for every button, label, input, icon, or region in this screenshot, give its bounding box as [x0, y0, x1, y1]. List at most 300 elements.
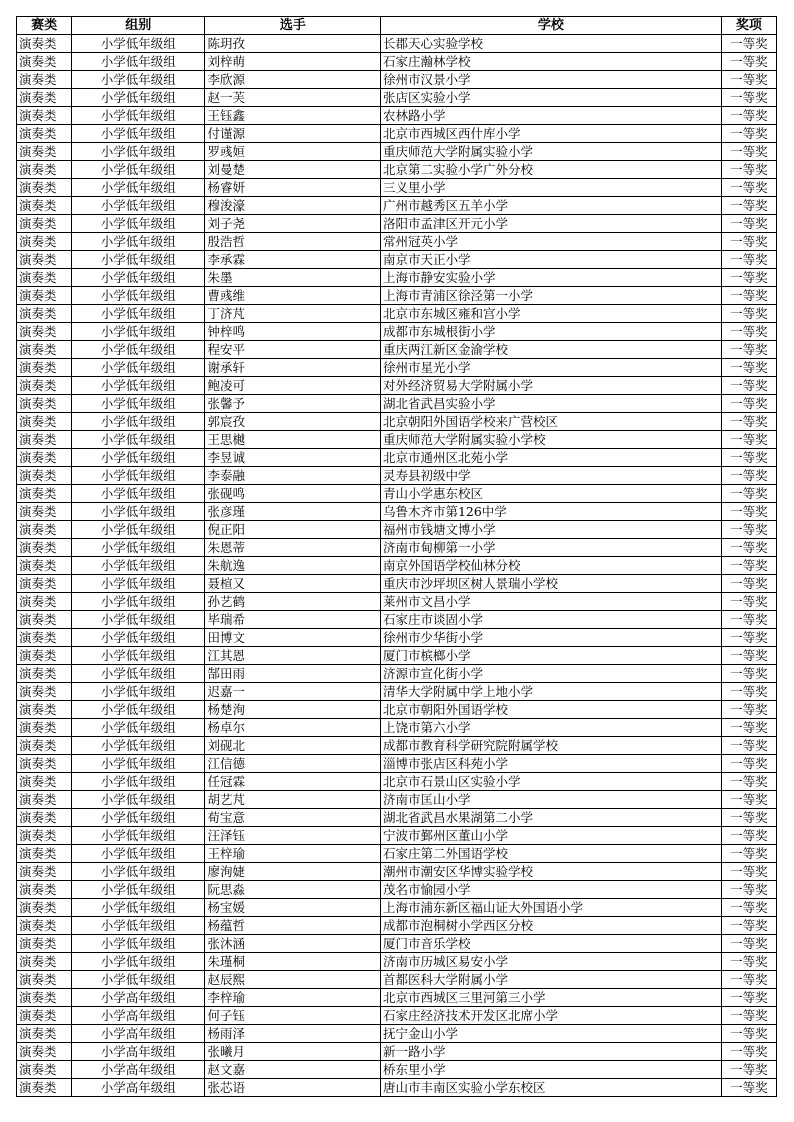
cell-name: 张芯语 [205, 1079, 380, 1097]
cell-name: 迟嘉一 [205, 683, 380, 701]
cell-type: 演奏类 [17, 1025, 72, 1043]
cell-name: 郜田雨 [205, 665, 380, 683]
cell-type: 演奏类 [17, 1007, 72, 1025]
table-row [17, 935, 777, 953]
table-row [17, 1061, 777, 1079]
cell-group: 小学低年级组 [72, 611, 205, 629]
cell-name: 田博文 [205, 629, 380, 647]
cell-type: 演奏类 [17, 791, 72, 809]
table-row [17, 467, 777, 485]
cell-group: 小学高年级组 [72, 1025, 205, 1043]
cell-award: 一等奖 [721, 377, 776, 395]
cell-award: 一等奖 [721, 395, 776, 413]
cell-school: 上海市青浦区徐泾第一小学 [380, 287, 721, 305]
cell-name: 杨卓尔 [205, 719, 380, 737]
table-row [17, 53, 777, 71]
cell-award: 一等奖 [721, 323, 776, 341]
cell-type: 演奏类 [17, 917, 72, 935]
cell-name: 丁济芃 [205, 305, 380, 323]
cell-school: 莱州市文昌小学 [380, 593, 721, 611]
cell-group: 小学低年级组 [72, 629, 205, 647]
cell-name: 聂楦又 [205, 575, 380, 593]
cell-group: 小学低年级组 [72, 863, 205, 881]
cell-school: 重庆师范大学附属实验小学 [380, 143, 721, 161]
cell-school: 宁波市鄞州区董山小学 [380, 827, 721, 845]
cell-group: 小学低年级组 [72, 287, 205, 305]
cell-type: 演奏类 [17, 359, 72, 377]
cell-name: 杨宝媛 [205, 899, 380, 917]
cell-name: 杨楚洵 [205, 701, 380, 719]
cell-type: 演奏类 [17, 71, 72, 89]
cell-type: 演奏类 [17, 593, 72, 611]
cell-type: 演奏类 [17, 89, 72, 107]
cell-name: 李承霖 [205, 251, 380, 269]
header-award: 奖项 [721, 17, 776, 35]
cell-type: 演奏类 [17, 845, 72, 863]
cell-group: 小学低年级组 [72, 305, 205, 323]
cell-school: 徐州市少华街小学 [380, 629, 721, 647]
cell-award: 一等奖 [721, 35, 776, 53]
cell-name: 倪正阳 [205, 521, 380, 539]
table-row [17, 845, 777, 863]
cell-award: 一等奖 [721, 809, 776, 827]
table-row [17, 413, 777, 431]
cell-type: 演奏类 [17, 197, 72, 215]
table-row [17, 557, 777, 575]
header-group: 组别 [72, 17, 205, 35]
cell-name: 殷浩哲 [205, 233, 380, 251]
table-row [17, 539, 777, 557]
cell-type: 演奏类 [17, 683, 72, 701]
cell-award: 一等奖 [721, 683, 776, 701]
cell-award: 一等奖 [721, 179, 776, 197]
cell-school: 成都市教育科学研究院附属学校 [380, 737, 721, 755]
table-row [17, 809, 777, 827]
cell-name: 孙艺鹤 [205, 593, 380, 611]
cell-award: 一等奖 [721, 791, 776, 809]
cell-type: 演奏类 [17, 1043, 72, 1061]
cell-school: 新一路小学 [380, 1043, 721, 1061]
cell-group: 小学低年级组 [72, 341, 205, 359]
cell-group: 小学低年级组 [72, 539, 205, 557]
cell-award: 一等奖 [721, 665, 776, 683]
cell-award: 一等奖 [721, 719, 776, 737]
cell-name: 胡艺芃 [205, 791, 380, 809]
cell-type: 演奏类 [17, 53, 72, 71]
cell-school: 厦门市槟榔小学 [380, 647, 721, 665]
table-row [17, 611, 777, 629]
cell-group: 小学低年级组 [72, 359, 205, 377]
cell-name: 刘曼楚 [205, 161, 380, 179]
table-row [17, 449, 777, 467]
cell-award: 一等奖 [721, 125, 776, 143]
cell-school: 福州市钱塘文博小学 [380, 521, 721, 539]
table-row [17, 269, 777, 287]
cell-school: 南京市天正小学 [380, 251, 721, 269]
cell-school: 首都医科大学附属小学 [380, 971, 721, 989]
cell-school: 成都市东城根街小学 [380, 323, 721, 341]
cell-award: 一等奖 [721, 935, 776, 953]
cell-group: 小学低年级组 [72, 251, 205, 269]
cell-school: 石家庄经济技术开发区北席小学 [380, 1007, 721, 1025]
cell-name: 朱恩蒂 [205, 539, 380, 557]
cell-type: 演奏类 [17, 737, 72, 755]
cell-group: 小学低年级组 [72, 791, 205, 809]
table-row [17, 359, 777, 377]
cell-group: 小学高年级组 [72, 1007, 205, 1025]
cell-group: 小学低年级组 [72, 971, 205, 989]
cell-school: 淄博市张店区科苑小学 [380, 755, 721, 773]
cell-school: 济南市甸柳第一小学 [380, 539, 721, 557]
cell-school: 南京外国语学校仙林分校 [380, 557, 721, 575]
table-row [17, 773, 777, 791]
cell-school: 北京第二实验小学广外分校 [380, 161, 721, 179]
table-row [17, 989, 777, 1007]
cell-group: 小学低年级组 [72, 719, 205, 737]
cell-school: 潮州市潮安区华博实验学校 [380, 863, 721, 881]
cell-award: 一等奖 [721, 1025, 776, 1043]
cell-school: 重庆师范大学附属实验小学校 [380, 431, 721, 449]
cell-group: 小学低年级组 [72, 827, 205, 845]
table-row [17, 287, 777, 305]
header-name: 选手 [205, 17, 380, 35]
cell-award: 一等奖 [721, 197, 776, 215]
table-row [17, 431, 777, 449]
cell-type: 演奏类 [17, 305, 72, 323]
cell-school: 乌鲁木齐市第126中学 [380, 503, 721, 521]
cell-group: 小学低年级组 [72, 557, 205, 575]
cell-group: 小学低年级组 [72, 161, 205, 179]
cell-award: 一等奖 [721, 341, 776, 359]
cell-school: 张店区实验小学 [380, 89, 721, 107]
cell-school: 桥东里小学 [380, 1061, 721, 1079]
cell-award: 一等奖 [721, 629, 776, 647]
table-row [17, 863, 777, 881]
cell-group: 小学低年级组 [72, 467, 205, 485]
cell-award: 一等奖 [721, 53, 776, 71]
cell-name: 谢承轩 [205, 359, 380, 377]
cell-group: 小学低年级组 [72, 197, 205, 215]
cell-group: 小学高年级组 [72, 1061, 205, 1079]
cell-type: 演奏类 [17, 755, 72, 773]
cell-award: 一等奖 [721, 881, 776, 899]
cell-name: 李泰融 [205, 467, 380, 485]
cell-name: 朱航逸 [205, 557, 380, 575]
cell-school: 北京朝阳外国语学校来广营校区 [380, 413, 721, 431]
table-row [17, 71, 777, 89]
cell-group: 小学低年级组 [72, 773, 205, 791]
cell-school: 抚宁金山小学 [380, 1025, 721, 1043]
table-row [17, 881, 777, 899]
cell-type: 演奏类 [17, 863, 72, 881]
cell-name: 朱瑾桐 [205, 953, 380, 971]
table-row [17, 503, 777, 521]
table-row [17, 701, 777, 719]
cell-group: 小学低年级组 [72, 881, 205, 899]
cell-school: 清华大学附属中学上地小学 [380, 683, 721, 701]
cell-name: 鲍凌可 [205, 377, 380, 395]
table-row [17, 1079, 777, 1097]
cell-type: 演奏类 [17, 719, 72, 737]
table-row [17, 125, 777, 143]
cell-type: 演奏类 [17, 269, 72, 287]
cell-type: 演奏类 [17, 1061, 72, 1079]
cell-school: 石家庄第二外国语学校 [380, 845, 721, 863]
cell-name: 李欣源 [205, 71, 380, 89]
cell-name: 刘砚北 [205, 737, 380, 755]
table-row [17, 35, 777, 53]
cell-school: 农林路小学 [380, 107, 721, 125]
cell-type: 演奏类 [17, 233, 72, 251]
cell-school: 对外经济贸易大学附属小学 [380, 377, 721, 395]
cell-name: 阮思淼 [205, 881, 380, 899]
cell-award: 一等奖 [721, 359, 776, 377]
cell-group: 小学低年级组 [72, 665, 205, 683]
cell-type: 演奏类 [17, 485, 72, 503]
cell-type: 演奏类 [17, 161, 72, 179]
cell-group: 小学低年级组 [72, 107, 205, 125]
cell-group: 小学低年级组 [72, 485, 205, 503]
table-row [17, 323, 777, 341]
cell-type: 演奏类 [17, 611, 72, 629]
cell-type: 演奏类 [17, 773, 72, 791]
cell-name: 王梓瑜 [205, 845, 380, 863]
cell-name: 张沐涵 [205, 935, 380, 953]
cell-group: 小学低年级组 [72, 125, 205, 143]
cell-name: 李昱诚 [205, 449, 380, 467]
cell-group: 小学低年级组 [72, 935, 205, 953]
cell-name: 张馨予 [205, 395, 380, 413]
cell-group: 小学低年级组 [72, 809, 205, 827]
cell-name: 赵辰熙 [205, 971, 380, 989]
table-row [17, 305, 777, 323]
cell-name: 赵文嘉 [205, 1061, 380, 1079]
table-row [17, 233, 777, 251]
cell-school: 徐州市汉景小学 [380, 71, 721, 89]
cell-group: 小学低年级组 [72, 233, 205, 251]
cell-type: 演奏类 [17, 521, 72, 539]
cell-name: 赵一芙 [205, 89, 380, 107]
cell-type: 演奏类 [17, 701, 72, 719]
cell-school: 徐州市星光小学 [380, 359, 721, 377]
cell-type: 演奏类 [17, 431, 72, 449]
cell-name: 王思樾 [205, 431, 380, 449]
cell-school: 石家庄市谈固小学 [380, 611, 721, 629]
cell-name: 李梓瑜 [205, 989, 380, 1007]
table-row [17, 917, 777, 935]
cell-name: 罗彧姮 [205, 143, 380, 161]
cell-group: 小学低年级组 [72, 179, 205, 197]
cell-award: 一等奖 [721, 305, 776, 323]
table-row [17, 215, 777, 233]
cell-school: 厦门市音乐学校 [380, 935, 721, 953]
cell-type: 演奏类 [17, 953, 72, 971]
cell-group: 小学低年级组 [72, 701, 205, 719]
cell-name: 何子钰 [205, 1007, 380, 1025]
cell-award: 一等奖 [721, 287, 776, 305]
cell-group: 小学低年级组 [72, 845, 205, 863]
table-row [17, 791, 777, 809]
cell-school: 北京市东城区雍和宫小学 [380, 305, 721, 323]
cell-type: 演奏类 [17, 323, 72, 341]
cell-group: 小学低年级组 [72, 413, 205, 431]
table-row [17, 1043, 777, 1061]
table-row [17, 1007, 777, 1025]
cell-award: 一等奖 [721, 611, 776, 629]
cell-group: 小学高年级组 [72, 1079, 205, 1097]
cell-group: 小学低年级组 [72, 269, 205, 287]
cell-award: 一等奖 [721, 485, 776, 503]
cell-school: 北京市西城区三里河第三小学 [380, 989, 721, 1007]
table-row [17, 953, 777, 971]
cell-school: 青山小学惠东校区 [380, 485, 721, 503]
table-row [17, 197, 777, 215]
cell-award: 一等奖 [721, 1043, 776, 1061]
cell-award: 一等奖 [721, 1079, 776, 1097]
cell-type: 演奏类 [17, 179, 72, 197]
cell-school: 常州冠英小学 [380, 233, 721, 251]
table-row [17, 1025, 777, 1043]
cell-award: 一等奖 [721, 431, 776, 449]
table-row [17, 647, 777, 665]
cell-award: 一等奖 [721, 737, 776, 755]
cell-name: 陈玥孜 [205, 35, 380, 53]
cell-name: 江信德 [205, 755, 380, 773]
cell-award: 一等奖 [721, 215, 776, 233]
table-row [17, 899, 777, 917]
cell-school: 北京市石景山区实验小学 [380, 773, 721, 791]
cell-name: 王钰鑫 [205, 107, 380, 125]
cell-type: 演奏类 [17, 377, 72, 395]
table-row [17, 179, 777, 197]
cell-school: 灵寿县初级中学 [380, 467, 721, 485]
cell-name: 张彦瑾 [205, 503, 380, 521]
cell-type: 演奏类 [17, 125, 72, 143]
cell-group: 小学低年级组 [72, 737, 205, 755]
cell-name: 曹彧维 [205, 287, 380, 305]
cell-type: 演奏类 [17, 575, 72, 593]
table-row [17, 107, 777, 125]
cell-type: 演奏类 [17, 809, 72, 827]
cell-award: 一等奖 [721, 557, 776, 575]
table-row [17, 665, 777, 683]
cell-name: 张砚鸣 [205, 485, 380, 503]
cell-name: 程安平 [205, 341, 380, 359]
cell-award: 一等奖 [721, 917, 776, 935]
cell-name: 郭宸孜 [205, 413, 380, 431]
cell-type: 演奏类 [17, 215, 72, 233]
cell-award: 一等奖 [721, 827, 776, 845]
cell-group: 小学低年级组 [72, 323, 205, 341]
table-row [17, 719, 777, 737]
cell-award: 一等奖 [721, 863, 776, 881]
table-row [17, 341, 777, 359]
cell-school: 唐山市丰南区实验小学东校区 [380, 1079, 721, 1097]
header-type: 赛类 [17, 17, 72, 35]
cell-type: 演奏类 [17, 35, 72, 53]
cell-group: 小学低年级组 [72, 143, 205, 161]
cell-award: 一等奖 [721, 161, 776, 179]
cell-award: 一等奖 [721, 647, 776, 665]
cell-type: 演奏类 [17, 395, 72, 413]
cell-name: 朱墨 [205, 269, 380, 287]
cell-group: 小学低年级组 [72, 521, 205, 539]
table-row [17, 971, 777, 989]
cell-award: 一等奖 [721, 503, 776, 521]
cell-name: 汪泽钰 [205, 827, 380, 845]
cell-school: 北京市通州区北苑小学 [380, 449, 721, 467]
cell-school: 湖北省武昌实验小学 [380, 395, 721, 413]
cell-award: 一等奖 [721, 539, 776, 557]
cell-award: 一等奖 [721, 899, 776, 917]
cell-type: 演奏类 [17, 989, 72, 1007]
table-row [17, 593, 777, 611]
cell-school: 济南市匡山小学 [380, 791, 721, 809]
cell-type: 演奏类 [17, 1079, 72, 1097]
table-row [17, 161, 777, 179]
cell-award: 一等奖 [721, 449, 776, 467]
cell-group: 小学低年级组 [72, 683, 205, 701]
cell-type: 演奏类 [17, 935, 72, 953]
cell-award: 一等奖 [721, 1007, 776, 1025]
table-row [17, 629, 777, 647]
cell-award: 一等奖 [721, 413, 776, 431]
cell-group: 小学低年级组 [72, 917, 205, 935]
cell-name: 杨雨泽 [205, 1025, 380, 1043]
cell-award: 一等奖 [721, 953, 776, 971]
cell-name: 付谨源 [205, 125, 380, 143]
cell-name: 穆浚濠 [205, 197, 380, 215]
cell-group: 小学低年级组 [72, 575, 205, 593]
cell-school: 上饶市第六小学 [380, 719, 721, 737]
cell-group: 小学低年级组 [72, 395, 205, 413]
cell-school: 上海市静安实验小学 [380, 269, 721, 287]
cell-group: 小学低年级组 [72, 377, 205, 395]
cell-award: 一等奖 [721, 71, 776, 89]
cell-name: 江其恩 [205, 647, 380, 665]
cell-type: 演奏类 [17, 251, 72, 269]
table-row [17, 395, 777, 413]
cell-type: 演奏类 [17, 143, 72, 161]
cell-award: 一等奖 [721, 107, 776, 125]
cell-award: 一等奖 [721, 269, 776, 287]
table-row [17, 575, 777, 593]
cell-group: 小学高年级组 [72, 989, 205, 1007]
cell-name: 杨睿妍 [205, 179, 380, 197]
cell-school: 济南市历城区易安小学 [380, 953, 721, 971]
cell-type: 演奏类 [17, 557, 72, 575]
cell-group: 小学低年级组 [72, 593, 205, 611]
cell-group: 小学低年级组 [72, 899, 205, 917]
cell-award: 一等奖 [721, 755, 776, 773]
table-row [17, 143, 777, 161]
cell-name: 廖洵婕 [205, 863, 380, 881]
cell-award: 一等奖 [721, 575, 776, 593]
cell-school: 北京市朝阳外国语学校 [380, 701, 721, 719]
cell-name: 张曦月 [205, 1043, 380, 1061]
cell-school: 石家庄瀚林学校 [380, 53, 721, 71]
cell-award: 一等奖 [721, 845, 776, 863]
cell-school: 成都市泡桐树小学西区分校 [380, 917, 721, 935]
cell-group: 小学低年级组 [72, 647, 205, 665]
cell-school: 三义里小学 [380, 179, 721, 197]
cell-award: 一等奖 [721, 701, 776, 719]
results-table [16, 16, 777, 1097]
cell-name: 刘梓萌 [205, 53, 380, 71]
table-row [17, 377, 777, 395]
cell-type: 演奏类 [17, 287, 72, 305]
cell-type: 演奏类 [17, 665, 72, 683]
